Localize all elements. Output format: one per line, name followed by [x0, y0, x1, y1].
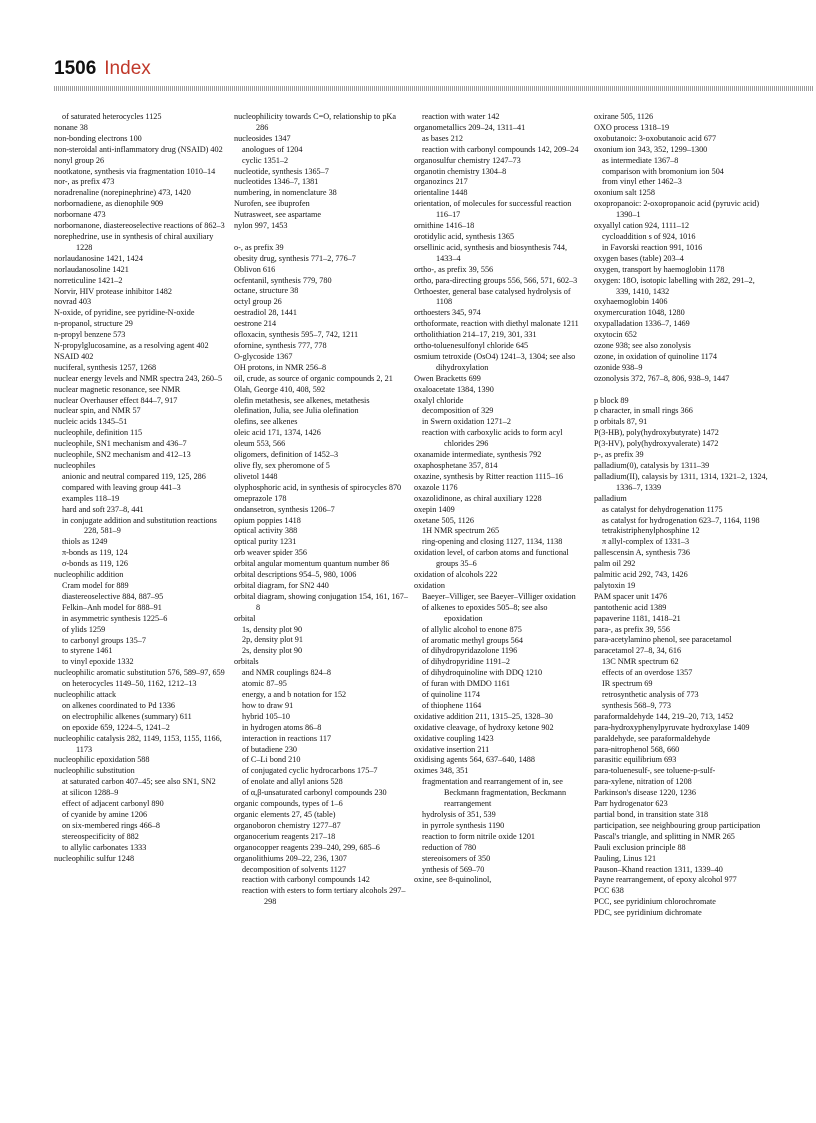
index-entry: Parr hydrogenator 623	[594, 799, 668, 809]
index-entry: orientaline 1448	[414, 188, 468, 198]
index-entry: nucleophile, SN2 mechanism and 412–13	[54, 450, 191, 460]
index-entry: nucleotides 1346–7, 1381	[234, 177, 319, 187]
index-subentry: of cyanide by amine 1206	[62, 810, 148, 819]
index-entry: oxidative insertion 211	[414, 744, 490, 754]
index-subentry: interaction in reactions 117	[242, 733, 332, 743]
index-subentry: 1H NMR spectrum 265	[422, 526, 500, 536]
index-subentry: in Favorski reaction 991, 1016	[602, 242, 703, 252]
index-subentry: on heterocycles 1149–50, 1162, 1212–13	[62, 679, 197, 689]
index-subentry: hard and soft 237–8, 441	[62, 504, 144, 514]
index-subentry: 2p, density plot 91	[242, 635, 303, 645]
index-entry: olefination, Julia, see Julia olefination	[234, 406, 359, 416]
index-subentry: to vinyl epoxide 1332	[62, 657, 134, 667]
index-column-3	[414, 112, 588, 886]
index-entry: oxobutanoic: 3-oxobutanoic acid 677	[594, 133, 717, 143]
index-subentry: 1s, density plot 90	[242, 624, 303, 634]
index-entry: ozone 938; see also zonolysis	[594, 341, 691, 351]
header-rule	[54, 86, 814, 91]
index-entry: para-nitrophenol 568, 660	[594, 744, 680, 754]
index-subentry: of α,β-unsaturated carbonyl compounds 230	[242, 788, 387, 798]
index-entry: nucleophilic sulfur 1248	[54, 853, 135, 863]
index-entry: non-steroidal anti-inflammatory drug (NSAID) 402	[54, 144, 223, 154]
index-subentry: of dihydroquinoline with DDQ 1210	[422, 668, 543, 678]
index-entry: P(3-HV), poly(hydroxyvalerate) 1472	[594, 439, 719, 449]
index-subentry: energy, a and b notation for 152	[242, 690, 347, 700]
index-entry: olefins, see alkenes	[234, 417, 298, 427]
index-entry: orbital descriptions 954–5, 980, 1006	[234, 570, 357, 580]
index-entry: ortho, para-directing groups 556, 566, 571, 602–3	[414, 275, 578, 285]
index-subentry: in hydrogen atoms 86–8	[242, 722, 322, 732]
index-entry: oxalyl chloride	[414, 395, 464, 405]
index-entry: OXO process 1318–19	[594, 122, 670, 132]
index-subentry: of C–Li bond 210	[242, 755, 301, 765]
index-column-2	[234, 112, 408, 908]
index-entry: p-, as prefix 39	[594, 450, 644, 460]
index-subentry: to carbonyl groups 135–7	[62, 635, 146, 645]
index-entry: oxyallyl cation 924, 1111–12	[594, 221, 690, 231]
index-entry: nucleotide, synthesis 1365–7	[234, 166, 329, 176]
index-entry: oxidative cleavage, of hydroxy ketone 902	[414, 722, 554, 732]
index-subentry: and NMR couplings 824–8	[242, 668, 331, 678]
index-entry: paraformaldehyde 144, 219–20, 713, 1452	[594, 711, 734, 721]
index-entry: orbital diagram, showing conjugation 154, 161, 167–8	[234, 591, 408, 612]
index-entry: ofloxacin, synthesis 595–7, 742, 1211	[234, 330, 359, 340]
index-entry: norephedrine, use in synthesis of chiral auxiliary 1228	[54, 231, 214, 252]
index-entry: Nutrasweet, see aspartame	[234, 210, 322, 220]
index-entry: osmium tetroxide (OsO4) 1241–3, 1304; see also dihydroxylation	[414, 351, 576, 372]
index-entry: pantothenic acid 1389	[594, 602, 667, 612]
index-subentry: effects of an overdose 1357	[602, 668, 693, 678]
index-subentry: π-bonds as 119, 124	[62, 548, 128, 558]
section-gap	[234, 232, 408, 243]
index-subentry: of dihydropyridazolone 1196	[422, 646, 518, 656]
index-subentry: as intermediate 1367–8	[602, 155, 679, 165]
index-entry: nucleophilic epoxidation 588	[54, 755, 150, 765]
index-entry: palladium(0), catalysis by 1311–39	[594, 460, 710, 470]
index-entry: orbitals	[234, 657, 259, 667]
index-entry: norbornanone, diastereoselective reactions of 862–3	[54, 221, 225, 231]
index-entry: oxaphosphetane 357, 814	[414, 461, 498, 470]
index-entry: nor-, as prefix 473	[54, 177, 115, 187]
page-header	[54, 58, 151, 82]
index-entry: para-toluenesulf-, see toluene-p-sulf-	[594, 766, 716, 776]
index-entry: Parkinson's disease 1220, 1236	[594, 788, 696, 798]
index-entry: octyl group 26	[234, 297, 282, 307]
index-subentry: effect of adjacent carbonyl 890	[62, 799, 164, 809]
index-entry: para-hydroxyphenylpyruvate hydroxylase 1409	[594, 722, 750, 732]
index-entry: nucleophiles	[54, 461, 96, 470]
index-entry: PCC 638	[594, 886, 624, 896]
index-subentry: Cram model for 889	[62, 580, 129, 590]
index-subentry: in asymmetric synthesis 1225–6	[62, 613, 168, 623]
index-entry: oxidising agents 564, 637–640, 1488	[414, 755, 535, 765]
index-subentry: ynthesis of 569–70	[422, 864, 485, 874]
index-entry: nucleophilic attack	[54, 690, 117, 700]
index-entry: Owen Bracketts 699	[414, 373, 481, 383]
index-subentry: anologues of 1204	[242, 144, 303, 154]
index-entry: participation, see neighbouring group participation	[594, 820, 761, 830]
index-entry: noradrenaline (norepinephrine) 473, 1420	[54, 188, 191, 198]
index-entry: oxetane 505, 1126	[414, 515, 474, 525]
index-entry: PAM spacer unit 1476	[594, 591, 668, 601]
index-entry: nylon 997, 1453	[234, 221, 288, 231]
index-entry: Nurofen, see ibuprofen	[234, 199, 310, 209]
index-entry: novrad 403	[54, 297, 92, 307]
index-entry: norlaudanosine 1421, 1424	[54, 253, 143, 263]
index-subentry: stereospecificity of 882	[62, 831, 139, 841]
index-subentry: Baeyer–Villiger, see Baeyer–Villiger oxidation	[422, 591, 576, 601]
index-subentry: 13C NMR spectrum 62	[602, 657, 679, 667]
index-entry: oxidative coupling 1423	[414, 733, 494, 743]
index-subentry: of enolate and allyl anions 528	[242, 777, 343, 787]
index-subentry: σ-bonds as 119, 126	[62, 559, 128, 569]
index-entry: orotidylic acid, synthesis 1365	[414, 231, 515, 241]
index-entry: p block 89	[594, 395, 629, 405]
index-entry: palmitic acid 292, 743, 1426	[594, 570, 688, 580]
index-subentry: how to draw 91	[242, 700, 294, 710]
index-subentry: hybrid 105–10	[242, 711, 290, 721]
index-entry: ornithine 1416–18	[414, 221, 475, 231]
index-entry: N-propylglucosamine, as a resolving agent 402	[54, 341, 209, 351]
index-entry: numbering, in nomenclature 38	[234, 188, 337, 198]
index-entry: oxidation	[414, 580, 445, 590]
index-subentry: of butadiene 230	[242, 744, 298, 754]
index-entry: organozincs 217	[414, 177, 468, 187]
index-entry: papaverine 1181, 1418–21	[594, 613, 681, 623]
index-entry: oxine, see 8-quinolinol,	[414, 875, 492, 885]
index-entry: p orbitals 87, 91	[594, 417, 648, 427]
index-entry: oxonium ion 343, 352, 1299–1300	[594, 144, 708, 154]
index-subentry: atomic 87–95	[242, 679, 287, 689]
index-subentry: of furan with DMDO 1161	[422, 679, 510, 689]
index-subentry: retrosynthetic analysis of 773	[602, 690, 699, 700]
index-subentry: reduction of 780	[422, 842, 477, 852]
index-entry: Pauli exclusion principle 88	[594, 842, 686, 852]
index-subentry: IR spectrum 69	[602, 679, 653, 689]
page-number: 1506	[54, 58, 97, 79]
index-entry: pallescensin A, synthesis 736	[594, 548, 690, 558]
index-entry: palm oil 292	[594, 559, 636, 569]
index-subentry: of dihydropyridine 1191–2	[422, 657, 510, 667]
index-entry: oxepin 1409	[414, 504, 455, 514]
index-subentry: stereoisomers of 350	[422, 853, 491, 863]
index-entry: ondansetron, synthesis 1206–7	[234, 504, 335, 514]
index-entry: organic compounds, types of 1–6	[234, 799, 343, 809]
index-entry: oligomers, definition of 1452–3	[234, 450, 339, 460]
index-entry: n-propyl benzene 573	[54, 330, 126, 340]
index-entry: ozone, in oxidation of quinoline 1174	[594, 351, 717, 361]
index-subentry: reaction with water 142	[422, 112, 500, 121]
index-subentry: from vinyl ether 1462–3	[602, 177, 682, 187]
index-entry: paraldehyde, see paraformaldehyde	[594, 733, 711, 743]
index-subentry: at silicon 1288–9	[62, 788, 119, 798]
index-entry: oxygen bases (table) 203–4	[594, 253, 684, 263]
index-entry: paracetamol 27–8, 34, 616	[594, 646, 682, 656]
index-entry: olefin metathesis, see alkenes, metathesis	[234, 395, 370, 405]
index-subentry: π allyl-complex of 1331–3	[602, 537, 690, 547]
index-entry: orb weaver spider 356	[234, 548, 307, 558]
index-entry: non-bonding electrons 100	[54, 133, 142, 143]
index-subentry: of saturated heterocycles 1125	[62, 112, 162, 121]
index-subentry: reaction with esters to form tertiary alcohols 297–298	[242, 886, 406, 907]
index-entry: nuclear magnetic resonance, see NMR	[54, 384, 181, 394]
index-entry: obesity drug, synthesis 771–2, 776–7	[234, 253, 356, 263]
section-gap	[594, 385, 768, 396]
index-subentry: decomposition of solvents 1127	[242, 864, 347, 874]
index-subentry: as catalyst for dehydrogenation 1175	[602, 504, 723, 514]
index-entry: orsellinic acid, synthesis and biosynthesis 744, 1433–4	[414, 242, 568, 263]
index-entry: nucleic acids 1345–51	[54, 417, 128, 427]
index-entry: organocopper reagents 239–240, 299, 685–6	[234, 842, 380, 852]
index-entry: ortho-, as prefix 39, 556	[414, 264, 494, 274]
index-entry: NSAID 402	[54, 351, 94, 361]
page-title: Index	[104, 58, 151, 79]
index-entry: oxyhaemoglobin 1406	[594, 297, 668, 307]
index-entry: oleic acid 171, 1374, 1426	[234, 428, 321, 438]
index-entry: organotin chemistry 1304–8	[414, 166, 507, 176]
index-entry: norbornane 473	[54, 210, 106, 220]
index-entry: N-oxide, of pyridine, see pyridine-N-oxide	[54, 308, 195, 318]
index-entry: nuciferal, synthesis 1257, 1268	[54, 362, 157, 372]
index-entry: organosulfur chemistry 1247–73	[414, 155, 521, 165]
index-entry: nonyl group 26	[54, 155, 105, 165]
index-subentry: cycloaddition s of 924, 1016	[602, 231, 696, 241]
index-entry: oxopropanoic: 2-oxopropanoic acid (pyruvic acid) 1390–1	[594, 199, 760, 220]
index-entry: orientation, of molecules for successful reaction 116–17	[414, 199, 572, 220]
index-entry: nucleophilic addition	[54, 570, 124, 580]
index-subentry: comparison with bromonium ion 504	[602, 166, 724, 176]
index-entry: nucleophilic aromatic substitution 576, 589–97, 659	[54, 668, 225, 678]
index-entry: orbital	[234, 613, 256, 623]
index-entry: oxazolidinone, as chiral auxiliary 1228	[414, 493, 542, 503]
index-entry: nonane 38	[54, 122, 88, 132]
index-entry: oxaloacetate 1384, 1390	[414, 384, 494, 394]
index-entry: oxygen: 18O, isotopic labelling with 282, 291–2, 339, 1410, 1432	[594, 275, 755, 296]
index-entry: olive fly, sex pheromone of 5	[234, 460, 330, 470]
index-subentry: at saturated carbon 407–45; see also SN1, SN2	[62, 777, 216, 787]
index-entry: optical activity 388	[234, 526, 298, 536]
index-entry: nuclear Overhauser effect 844–7, 917	[54, 395, 178, 405]
index-entry: oxidation of alcohols 222	[414, 570, 498, 580]
index-entry: orthoesters 345, 974	[414, 308, 481, 318]
index-entry: palladium(II), calaysis by 1311, 1314, 1321–2, 1324, 1336–7, 1339	[594, 471, 768, 492]
index-entry: nucleophilicity towards C=O, relationship to pKa 286	[234, 112, 396, 132]
index-subentry: decomposition of 329	[422, 406, 494, 416]
index-subentry: thiols as 1249	[62, 537, 108, 547]
index-subentry: reaction with carbonyl compounds 142, 209–24	[422, 144, 579, 154]
index-entry: octane, structure 38	[234, 286, 299, 296]
index-entry: oxonium salt 1258	[594, 188, 655, 198]
index-entry: oleum 553, 566	[234, 439, 286, 449]
index-subentry: synthesis 568–9, 773	[602, 700, 671, 710]
index-entry: oxanamide intermediate, synthesis 792	[414, 450, 542, 460]
index-entry: palladium	[594, 493, 627, 503]
index-subentry: on six-membered rings 466–8	[62, 820, 161, 830]
index-entry: organoboron chemistry 1277–87	[234, 820, 341, 830]
index-subentry: as bases 212	[422, 133, 463, 143]
index-entry: olyphosphoric acid, in synthesis of spirocycles 870	[234, 482, 402, 492]
index-entry: nucleophile, SN1 mechanism and 436–7	[54, 439, 187, 449]
index-entry: organocerium reagents 217–18	[234, 831, 336, 841]
index-subentry: of allylic alcohol to enone 875	[422, 624, 522, 634]
index-subentry: examples 118–19	[62, 493, 120, 503]
index-entry: organometallics 209–24, 1311–41	[414, 122, 526, 132]
index-entry: norbornadiene, as dienophile 909	[54, 199, 164, 209]
index-column-4	[594, 112, 768, 919]
index-entry: oxidative addition 211, 1315–25, 1328–30	[414, 711, 553, 721]
index-subentry: Felkin–Anh model for 888–91	[62, 602, 162, 612]
index-entry: nootkatone, synthesis via fragmentation 1010–14	[54, 166, 216, 176]
index-subentry: reaction with carboxylic acids to form acyl chlorides 296	[422, 428, 563, 449]
index-subentry: of thiophene 1164	[422, 700, 482, 710]
index-subentry: reaction with carbonyl compounds 142	[242, 875, 370, 885]
index-entry: omeprazole 178	[234, 493, 287, 503]
index-subentry: cyclic 1351–2	[242, 155, 289, 165]
index-entry: oxygen, transport by haemoglobin 1178	[594, 264, 725, 274]
index-entry: Oblivon 616	[234, 264, 276, 274]
index-entry: n-propanol, structure 29	[54, 319, 133, 329]
index-entry: orbital diagram, for SN2 440	[234, 580, 329, 590]
index-subentry: in pyrrole synthesis 1190	[422, 820, 505, 830]
index-entry: p character, in small rings 366	[594, 406, 693, 416]
index-entry: partial bond, in transition state 318	[594, 809, 709, 819]
index-entry: ocfentanil, synthesis 779, 780	[234, 275, 332, 285]
index-entry: opium poppies 1418	[234, 515, 301, 525]
index-entry: oxazole 1176	[414, 482, 458, 492]
index-subentry: hydrolysis of 351, 539	[422, 810, 496, 819]
index-subentry: of alkenes to epoxides 505–8; see also epoxidation	[422, 602, 548, 623]
index-entry: Norvir, HIV protease inhibitor 1482	[54, 286, 172, 296]
index-subentry: on alkenes coordinated to Pd 1336	[62, 700, 176, 710]
index-entry: nucleophile, definition 115	[54, 428, 143, 438]
index-entry: o-, as prefix 39	[234, 242, 284, 252]
index-entry: orbital angular momentum quantum number 86	[234, 559, 390, 569]
index-entry: Orthoester, general base catalysed hydrolysis of 1108	[414, 286, 571, 307]
index-entry: P(3-HB), poly(hydroxybutyrate) 1472	[594, 428, 719, 438]
index-entry: nucleophilic substitution	[54, 766, 135, 776]
index-subentry: of conjugated cyclic hydrocarbons 175–7	[242, 766, 378, 776]
index-column-1	[54, 112, 228, 865]
index-subentry: of aromatic methyl groups 564	[422, 635, 523, 645]
index-entry: orthoformate, reaction with diethyl malonate 1211	[414, 319, 579, 329]
index-entry: parasitic equilibrium 693	[594, 755, 677, 765]
index-entry: ozonide 938–9	[594, 362, 643, 372]
index-entry: oxytocin 652	[594, 330, 637, 340]
index-entry: oxidation level, of carbon atoms and functional groups 35–6	[414, 548, 569, 569]
index-entry: ortho-toluenesulfonyl chloride 645	[414, 341, 529, 351]
index-subentry: to styrene 1461	[62, 646, 113, 656]
index-entry: nuclear spin, and NMR 57	[54, 406, 141, 416]
index-entry: nucleophilic catalysis 282, 1149, 1153, 1155, 1166, 1173	[54, 733, 222, 754]
index-entry: oil, crude, as source of organic compounds 2, 21	[234, 373, 393, 383]
index-subentry: fragmentation and rearrangement of in, see Beckmann fragmentation, Beckmann rearrangement	[422, 777, 567, 809]
index-subentry: reaction to form nitrile oxide 1201	[422, 831, 536, 841]
index-entry: olivetol 1448	[234, 471, 278, 481]
index-entry: para-acetylamino phenol, see paracetamol	[594, 635, 732, 645]
index-subentry: on electrophilic alkenes (summary) 611	[62, 711, 192, 721]
index-entry: oxypalladation 1336–7, 1469	[594, 319, 690, 329]
index-subentry: of ylids 1259	[62, 624, 106, 634]
index-entry: Olah, George 410, 408, 592	[234, 384, 326, 394]
index-subentry: of quinoline 1174	[422, 690, 480, 700]
index-entry: nuclear energy levels and NMR spectra 243, 260–5	[54, 373, 223, 383]
index-subentry: in conjugate addition and substitution reactions 228, 581–9	[62, 515, 217, 536]
index-subentry: on epoxide 659, 1224–5, 1241–2	[62, 722, 170, 732]
index-entry: ozonolysis 372, 767–8, 806, 938–9, 1447	[594, 373, 730, 383]
index-subentry: tetrakistriphenylphosphine 12	[602, 526, 700, 536]
index-entry: norlaudanosoline 1421	[54, 264, 129, 274]
index-subentry: diastereoselective 884, 887–95	[62, 591, 164, 601]
index-entry: oxymercuration 1048, 1280	[594, 308, 685, 318]
index-entry: ofornine, synthesis 777, 778	[234, 341, 327, 351]
index-entry: ortholithiation 214–17, 219, 301, 331	[414, 330, 537, 340]
index-subentry: 2s, density plot 90	[242, 646, 303, 656]
index-entry: O-glycoside 1367	[234, 351, 293, 361]
index-entry: oxazine, synthesis by Ritter reaction 1115–16	[414, 471, 564, 481]
index-entry: nucleosides 1347	[234, 133, 291, 143]
index-entry: para-, as prefix 39, 556	[594, 624, 670, 634]
index-entry: Pauling, Linus 121	[594, 853, 657, 863]
index-subentry: anionic and neutral compared 119, 125, 286	[62, 471, 206, 481]
index-entry: Pauson–Khand reaction 1311, 1339–40	[594, 864, 723, 874]
index-entry: organolithiums 209–22, 236, 1307	[234, 853, 347, 863]
index-entry: Pascal's triangle, and splitting in NMR 265	[594, 831, 735, 841]
index-entry: optical purity 1231	[234, 537, 297, 547]
index-entry: PCC, see pyridinium chlorochromate	[594, 897, 716, 907]
index-entry: para-xylene, nitration of 1208	[594, 777, 692, 787]
index-subentry: as catalyst for hydrogenation 623–7, 1164, 1198	[602, 515, 760, 525]
index-entry: oximes 348, 351	[414, 766, 469, 776]
index-entry: oestrone 214	[234, 319, 277, 329]
index-entry: oestradiol 28, 1441	[234, 308, 297, 318]
index-entry: PDC, see pyridinium dichromate	[594, 908, 702, 918]
index-entry: norreticuline 1421–2	[54, 275, 123, 285]
index-entry: Payne rearrangement, of epoxy alcohol 977	[594, 875, 737, 885]
index-subentry: to allylic carbonates 1333	[62, 842, 147, 852]
index-entry: organic elements 27, 45 (table)	[234, 809, 336, 819]
index-entry: oxirane 505, 1126	[594, 112, 654, 121]
index-subentry: ring-opening and closing 1127, 1134, 1138	[422, 537, 563, 547]
index-subentry: in Swern oxidation 1271–2	[422, 417, 511, 427]
index-entry: OH protons, in NMR 256–8	[234, 362, 327, 372]
index-entry: palytoxin 19	[594, 580, 636, 590]
index-subentry: compared with leaving group 441–3	[62, 482, 181, 492]
